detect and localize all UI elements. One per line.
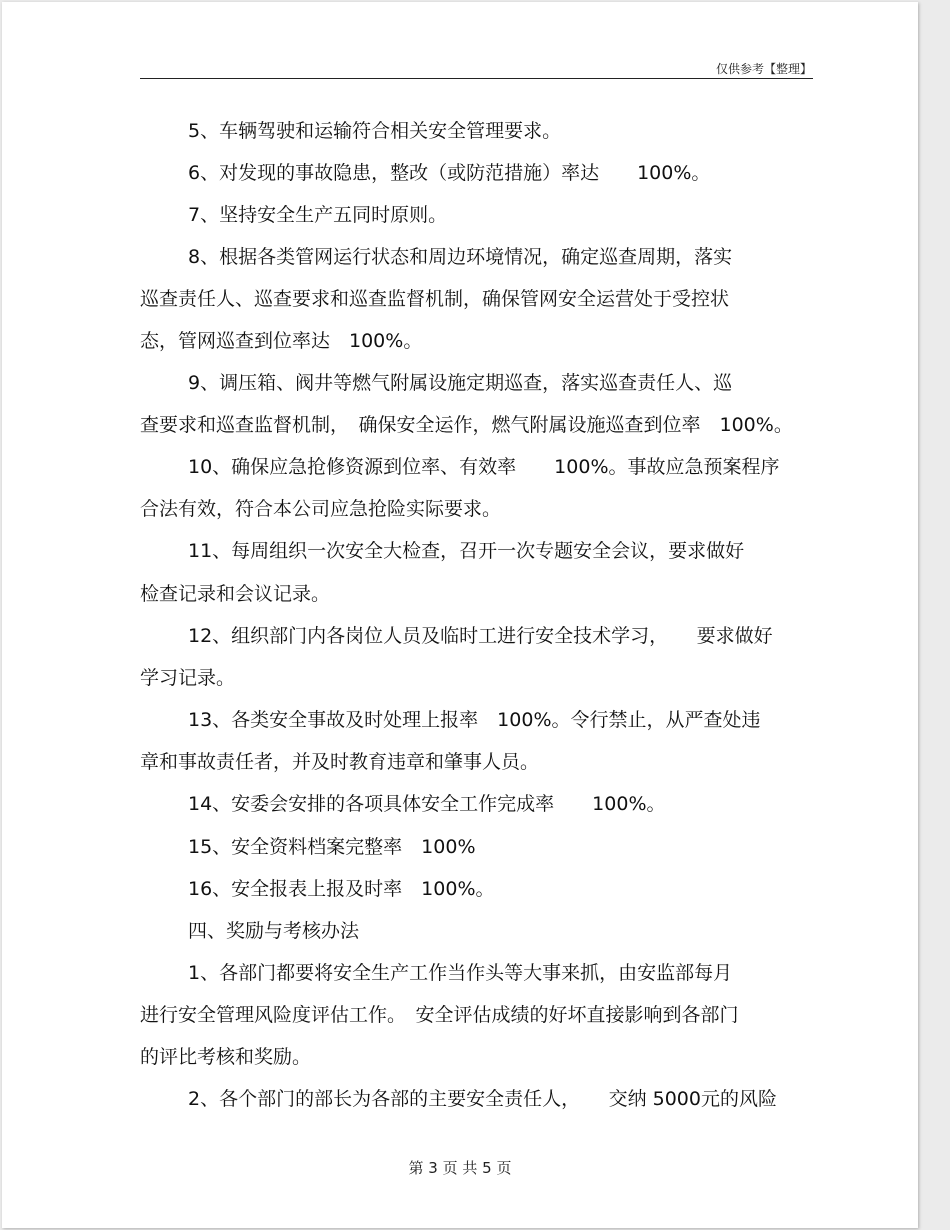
text-line: 15、安全资料档案完整率 100% [188, 836, 476, 858]
header-note: 仅供参考【整理】 [715, 62, 812, 76]
text-line: 16、安全报表上报及时率 100%。 [188, 878, 495, 900]
text-line: 章和事故责任者，并及时教育违章和肇事人员。 [140, 751, 540, 773]
header-rule [140, 78, 813, 79]
document-page [2, 2, 918, 1228]
text-line: 14、安委会安排的各项具体安全工作完成率 100%。 [188, 793, 666, 815]
text-line: 9、调压箱、阀井等燃气附属设施定期巡查，落实巡查责任人、巡 [188, 372, 733, 394]
text-line: 查要求和巡查监督机制， 确保安全运作，燃气附属设施巡查到位率 100%。 [140, 414, 793, 436]
text-line: 13、各类安全事故及时处理上报率 100%。令行禁止，从严查处违 [188, 709, 761, 731]
text-line: 合法有效，符合本公司应急抢险实际要求。 [140, 498, 502, 520]
text-line: 11、每周组织一次安全大检查，召开一次专题安全会议，要求做好 [188, 540, 745, 562]
text-line: 8、根据各类管网运行状态和周边环境情况，确定巡查周期，落实 [188, 246, 733, 268]
text-line: 12、组织部门内各岗位人员及临时工进行安全技术学习， 要求做好 [188, 625, 773, 647]
text-line: 1、各部门都要将安全生产工作当作头等大事来抓，由安监部每月 [188, 962, 733, 984]
text-line: 巡查责任人、巡查要求和巡查监督机制，确保管网安全运营处于受控状 [140, 288, 730, 310]
text-line: 6、对发现的事故隐患，整改（或防范措施）率达 100%。 [188, 162, 711, 184]
text-line: 2、各个部门的部长为各部的主要安全责任人， 交纳 5000元的风险 [188, 1088, 777, 1110]
text-line: 学习记录。 [140, 667, 236, 689]
page-number: 第 3 页 共 5 页 [408, 1159, 512, 1177]
text-line: 态，管网巡查到位率达 100%。 [140, 330, 423, 352]
text-line: 检查记录和会议记录。 [140, 583, 331, 605]
section-heading: 四、奖励与考核办法 [188, 920, 360, 942]
text-line: 进行安全管理风险度评估工作。 安全评估成绩的好坏直接影响到各部门 [140, 1004, 739, 1026]
text-line: 的评比考核和奖励。 [140, 1046, 312, 1068]
text-line: 7、坚持安全生产五同时原则。 [188, 204, 448, 226]
text-line: 5、车辆驾驶和运输符合相关安全管理要求。 [188, 120, 562, 142]
text-line: 10、确保应急抢修资源到位率、有效率 100%。事故应急预案程序 [188, 456, 780, 478]
